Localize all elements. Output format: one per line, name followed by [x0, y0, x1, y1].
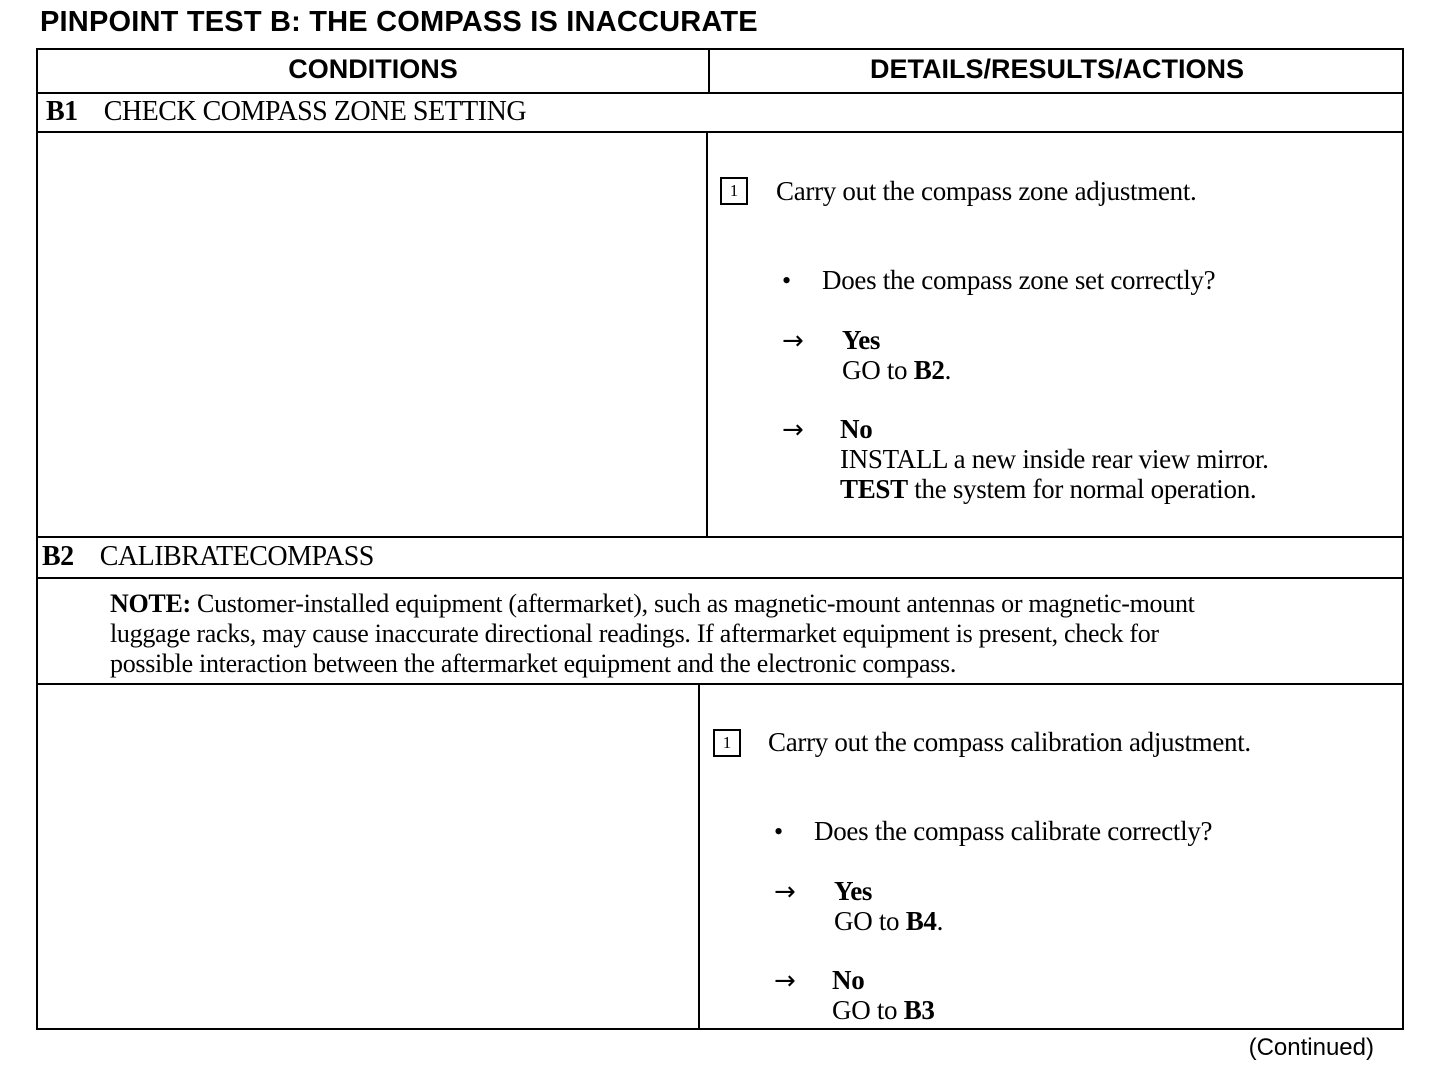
- b1-question: Does the compass zone set correctly?: [822, 265, 1216, 295]
- b1-no-test: TEST: [840, 474, 908, 504]
- b2-no-arrow-icon: →: [774, 966, 796, 996]
- b2-column-divider: [698, 683, 700, 1030]
- b2-note-label: NOTE:: [110, 589, 191, 618]
- b2-bullet-icon: •: [774, 817, 784, 846]
- b1-yes-answer: Yes GO to B2.: [842, 325, 952, 385]
- b1-yes-prefix: GO to: [842, 355, 914, 385]
- b2-note-line2: luggage racks, may cause inaccurate directional readings. If aftermarket equipment is present, check for: [110, 619, 1159, 648]
- b2-id: B2: [42, 541, 74, 572]
- b1-yes-label: Yes: [842, 325, 881, 355]
- b1-title: CHECK COMPASS ZONE SETTING: [103, 96, 527, 127]
- b1-title-rule: [36, 131, 1404, 133]
- b2-yes-target-link[interactable]: B4: [905, 906, 937, 936]
- b2-no-answer: [832, 965, 935, 1025]
- b2-title: CALIBRATECOMPASS: [99, 541, 374, 572]
- b1-yes-target-link[interactable]: B2: [913, 355, 945, 385]
- b2-section-title: [42, 541, 374, 573]
- b1-no-line2: the system for normal operation.: [907, 474, 1257, 504]
- details-header: DETAILS/RESULTS/ACTIONS: [869, 54, 1244, 84]
- b1-no-arrow-icon: →: [782, 415, 804, 445]
- b2-no-label: No: [832, 965, 865, 995]
- page-title: PINPOINT TEST B: THE COMPASS IS INACCURATE: [40, 6, 758, 38]
- b1-bullet-icon: •: [782, 266, 792, 295]
- header-divider: [708, 48, 710, 94]
- b1-no-label: No: [840, 414, 873, 444]
- b2-yes-prefix: GO to: [834, 906, 906, 936]
- b2-note-line3: possible interaction between the aftermarket equipment and the electronic compass.: [110, 649, 957, 678]
- conditions-header: CONDITIONS: [288, 54, 458, 84]
- b2-yes-label: Yes: [834, 876, 873, 906]
- b2-step-number: 1: [713, 729, 741, 757]
- b1-id: B1: [46, 96, 78, 127]
- b1-step-text: Carry out the compass zone adjustment.: [776, 176, 1197, 206]
- b2-title-rule: [36, 577, 1404, 579]
- b2-note: NOTE: Customer-installed equipment (aftermarket), such as magnetic-mount antennas or magnetic-mount luggage racks, may cause inaccurate directional readings. If aftermarket equipment is present, check for possible interaction between the aftermarket equipment and the electronic compass.: [110, 589, 1395, 679]
- b1-yes-arrow-icon: →: [782, 326, 804, 356]
- b1-step-number: 1: [720, 177, 748, 205]
- b2-no-target-link[interactable]: B3: [903, 995, 935, 1025]
- header-bottom-rule: [36, 92, 1404, 94]
- continued-label: (Continued): [1248, 1034, 1374, 1061]
- b1-no-line1: INSTALL a new inside rear view mirror.: [840, 444, 1269, 474]
- b2-no-prefix: GO to: [832, 995, 904, 1025]
- b1-no-answer: [840, 414, 1269, 504]
- b2-question: Does the compass calibrate correctly?: [814, 816, 1213, 846]
- b2-yes-answer: Yes GO to B4.: [834, 876, 944, 936]
- b1-bottom-rule: [36, 536, 1404, 538]
- b1-column-divider: [706, 131, 708, 537]
- b2-yes-arrow-icon: →: [774, 877, 796, 907]
- b2-note-rule: [36, 683, 1404, 685]
- b2-step-text: Carry out the compass calibration adjustment.: [768, 727, 1251, 757]
- b1-section-title: [46, 96, 526, 128]
